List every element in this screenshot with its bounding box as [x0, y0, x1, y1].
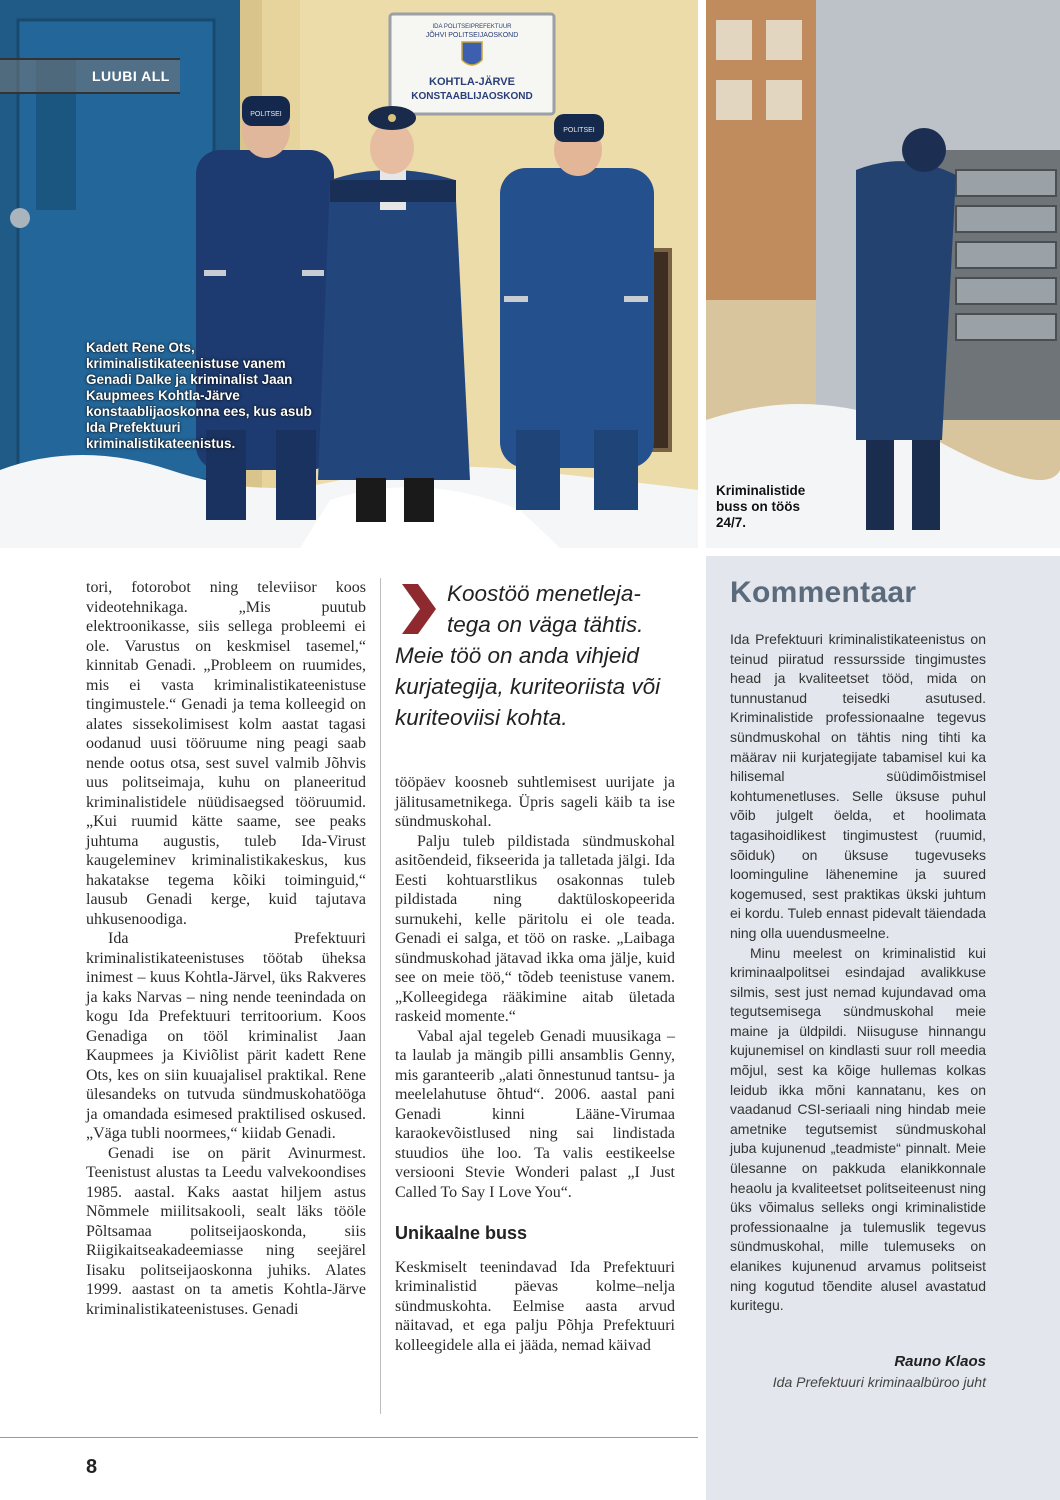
sidebar-paragraph: Minu meelest on kriminalistid kui kriminaalpolitsei esindajad avalikkuse silmis, sest just nemad kujundavad oma tegutsemisega sündmuskohal meie maine ja üldpildi. Niisuguse hinnangu kujunemisel on kindlasti suur roll meedia mõjul, sest ka kõige hullemas kolkas leidub ikka mõni kannatanu, kes on vaadanud CSI-seriaali ning hindab meie ametnike tegutsemist sündmuskohal juba kujunenud „teadmiste“ pinnalt. Meie ülesanne on pakkuda elanikkonnale heaolu ja kvaliteetset politseiteenust ning üks võimalus selleks ongi kriminalistide professionaalne ja tulemuslik tegevus sündmuskohal, mille tulemuseks on elanikes kujunenud arvamus politseist ning kogutud tõendite alusel avastatud kuritegu. — [730, 944, 986, 1314]
col1-paragraph: Ida Prefektuuri kriminalistikateenistuses töötab üheksa inimest – kuus Kohtla-Järvel, üks Rakveres ja kaks Narvas – ning nende teenindada on kogu Ida Prefektuuri territoorium. Koos Genadiga on tööl kriminalist Jaan Kaupmees ja Kiviõlist pärit kadett Rene Ots, kes on siin kuuajalisel praktikal. Rene ülesandeks on tutvuda sündmuskohatööga ja omandada esimesed praktilised oskused. „Väga tubli noormees,“ kiidab Genadi. — [86, 930, 366, 1142]
sidebar-body — [730, 630, 986, 1316]
sign-line1-text: KOHTLA-JÄRVE — [429, 76, 515, 88]
article-column-2 — [395, 773, 675, 1355]
bus-photo — [706, 0, 1060, 548]
col2-paragraph: Palju tuleb pildistada sündmuskohal asitõendeid, fikseerida ja talletada jälgi. Ida Eesti kohtuarstlikus osakonnas tuleb pildistada ning daktüloskopeerida surnukehi, kelle päritolu ei ole teada. Genadi ei salga, et töö on raske. „Laibaga sündmuskohad jätavad ikka oma jälje, kuid see on meie töö,“ tõdeb teenistuse vanem. „Kolleegidega rääkimine aitab ületada raskeid momente.“ — [395, 832, 675, 1025]
section-tag: LUUBI ALL — [0, 58, 180, 94]
article-column-1 — [86, 578, 366, 1418]
pull-quote-line2: tega on väga tähtis. — [447, 612, 644, 637]
sidebar-author: Rauno Klaos — [894, 1353, 986, 1370]
officer-right-figure — [500, 114, 654, 510]
cap-label-right: POLITSEI — [563, 127, 595, 134]
officer-left-figure — [196, 96, 334, 520]
col1-paragraph: tori, fotorobot ning televiisor koos videotehnikaga. „Mis puutub elektroonikasse, siis sellega probleemi ei ole. Varustus on keskmisel tasemel,“ kinnitab Genadi. „Probleem on ruumides, mis ei vasta kriminalistikateenistuse tingimustele.“ Genadi ja tema kolleegid on alates sissekolimisest kolm aastat tagasi oodanud uusi tööruume ning peagi saab nende ootus otsa, sest suvel valmib Jõhvis uus politseimaja, kuhu on planeeritud kriminalistidele nüüdisaegsed tööruumid. „Kui ruumid kätte saame, see peaks juhtuma augustis, tuleb Ida-Virust kaugeleminev kriminalistikakeskus, kus hakatakse tegema kõiki toiminguid,“ lausub Genadi kerge, kuid tajutava uhkusenoodiga. — [86, 579, 366, 928]
col2-paragraph: Keskmiselt teenindavad Ida Prefektuuri kriminalistid päevas kolme–nelja sündmuskohta. Eelmise aasta arvud näitavad, et ega palju Põhja Prefektuuri kolleegidele alla ei jääda, nemad käivad — [395, 1258, 675, 1354]
col2-paragraph: tööpäev koosneb suhtlemisest uurijate ja jälitusametnikega. Üpris sageli käib ta ise sündmuskohal. — [395, 774, 675, 830]
sign-line2-text: KONSTAABLIJAOSKOND — [411, 91, 533, 102]
column-divider — [380, 578, 381, 1414]
pull-quote-line1: Koostöö menetleja- — [447, 581, 641, 606]
cap-label-left: POLITSEI — [250, 111, 282, 118]
col1-paragraph: Genadi ise on pärit Avinurmest. Teenistust alustas ta Leedu valvekoondises 1985. aastal. Kaks aastat hiljem astus Nõmmele miilitsakooli, sealt läks tööle Põltsamaa politseijaoskonda, siis Riigikaitseakadeemiasse ning seejärel Iisaku politseijaoskonna juhiks. Alates 1999. aastast on ta ametis Kohtla-Järve kriminalistikateenistuses. Genadi — [86, 1144, 366, 1318]
col2-paragraph: Vabal ajal tegeleb Genadi muusikaga – ta laulab ja mängib pilli ansamblis Genny, mis garanteerib „alati õnnestunud tantsu- ja meelelahutuse õhtud“. 2006. aastal pani Genadi kinni Lääne-Virumaa karaokevõistlused ning sai lindistada stuudios ühe loo. Ta valis eestikeelse versiooni Stevie Wonderi palast „I Just Called To Say I Love You“. — [395, 1027, 675, 1201]
sign-sub-text: JÕHVI POLITSEIJAOSKOND — [425, 32, 519, 39]
subheading-unique-bus: Unikaalne buss — [395, 1223, 528, 1243]
main-photo-caption: Kadett Rene Ots, kriminalistikateenistuse vanem Genadi Dalke ja kriminalist Jaan Kaupmees Kohtla-Järve konstaablijaoskonna ees, kus asub Ida Prefektuuri kriminalistikateenistus. — [86, 340, 312, 451]
sidebar-title: Kommentaar — [730, 576, 917, 609]
bus-photo-caption: Kriminalistide buss on töös 24/7. — [716, 483, 806, 530]
bus-photo-illustration — [706, 0, 1060, 548]
coat-of-arms-icon — [462, 42, 482, 65]
sidebar-paragraph: Ida Prefektuuri kriminalistikateenistus on teinud piiratud ressursside tingimustes head ja kvaliteetset tööd, mida on tunnustanud teisedki asutused. Kriminalistide professionaalne tegevus sündmuskohal on tähtis ning tihti ka määrav nii kurjategijate tabamisel kui ka hilisemal süüdimõistmisel kohtumenetluses. Selle üksuse puhul võib julgelt öelda, et hoolimata tagasihoidlikest tingimustest (ruumid, sõiduk) on üksuse tugevuseks loominguline lähenemine ja suured kogemused, sest praktikas ükski juhtum ei kordu. Tuleb ennast pidevalt täiendada ning olla uuendusmeelne. — [730, 631, 986, 941]
sidebar-author-role: Ida Prefektuuri kriminaalbüroo juht — [772, 1374, 986, 1390]
pull-quote-rest: Meie töö on anda vihjeid kurjategija, kuriteoriista või kuriteoviisi kohta. — [395, 643, 661, 730]
sign-top-text: IDA POLITSEIPREFEKTUUR — [432, 24, 512, 30]
page-number: 8 — [86, 1456, 98, 1478]
footer-rule — [0, 1437, 698, 1438]
pull-quote — [395, 578, 680, 733]
